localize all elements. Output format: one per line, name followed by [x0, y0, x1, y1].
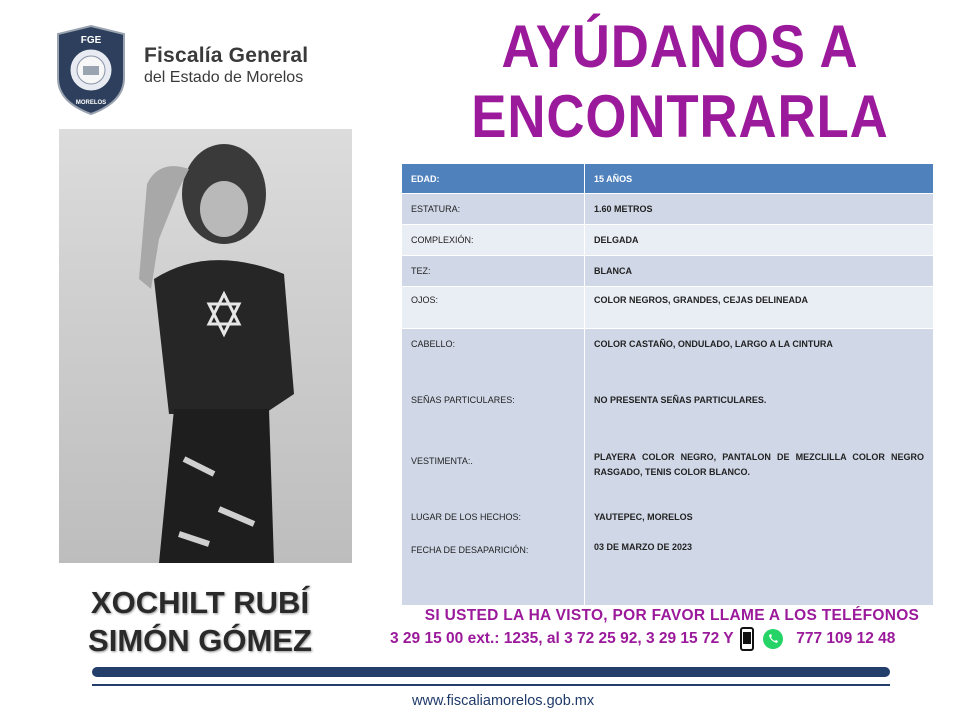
label-lugar: LUGAR DE LOS HECHOS: [411, 512, 522, 522]
org-name-line2: del Estado de Morelos [144, 69, 304, 86]
headline [469, 12, 891, 152]
label-tez: TEZ: [402, 256, 585, 287]
headline-line2: ENCONTRARLA [471, 83, 889, 150]
value-estatura: 1.60 METROS [585, 194, 934, 225]
label-fecha: FECHA DE DESAPARICIÓN: [411, 545, 529, 555]
value-fecha: 03 DE MARZO DE 2023 [594, 542, 693, 552]
value-edad: 15 AÑOS [585, 164, 934, 194]
table-row-ojos [402, 287, 934, 329]
fge-badge-icon [54, 24, 128, 116]
person-photo [59, 129, 352, 563]
label-ojos: OJOS: [402, 287, 585, 329]
label-senas: SEÑAS PARTICULARES: [411, 395, 515, 405]
table-row-edad [402, 164, 934, 194]
label-estatura: ESTATURA: [402, 194, 585, 225]
labels-column [402, 329, 585, 606]
value-cabello: COLOR CASTAÑO, ONDULADO, LARGO A LA CINTURA [594, 339, 833, 349]
value-ojos: COLOR NEGROS, GRANDES, CEJAS DELINEADA [585, 287, 934, 329]
person-name [60, 584, 340, 660]
contact-phones [390, 627, 950, 651]
label-cabello: CABELLO: [411, 339, 456, 349]
phone-numbers: 3 29 15 00 ext.: 1235, al 3 72 25 92, 3 29 15 72 Y [390, 630, 734, 648]
badge-top-text: FGE [80, 35, 102, 46]
label-complexion: COMPLEXIÓN: [402, 225, 585, 256]
badge-bottom-text: MORELOS [75, 100, 107, 106]
value-complexion: DELGADA [585, 225, 934, 256]
value-senas: NO PRESENTA SEÑAS PARTICULARES. [594, 395, 767, 405]
website-link[interactable]: www.fiscaliamorelos.gob.mx [412, 693, 595, 709]
phone-icon [740, 627, 754, 651]
value-lugar: YAUTEPEC, MORELOS [594, 512, 693, 522]
person-name-line2: SIMÓN GÓMEZ [88, 623, 312, 658]
table-row-details [402, 329, 934, 606]
value-tez: BLANCA [585, 256, 934, 287]
table-row-tez [402, 256, 934, 287]
values-column [585, 329, 934, 606]
footer-bar [92, 667, 890, 677]
label-edad: EDAD: [402, 164, 585, 194]
person-name-line1: XOCHILT RUBÍ [90, 585, 310, 620]
whatsapp-icon [762, 628, 784, 650]
org-name-line1: Fiscalía General [144, 44, 309, 67]
whatsapp-number: 777 109 12 48 [796, 630, 896, 648]
details-table [401, 163, 934, 606]
label-vestimenta: VESTIMENTA:. [411, 456, 473, 466]
value-vestimenta: PLAYERA COLOR NEGRO, PANTALON DE MEZCLILLA COLOR NEGRO RASGADO, TENIS COLOR BLANCO. [594, 452, 924, 477]
person-silhouette [59, 129, 352, 563]
organization-name [144, 44, 308, 87]
contact-message: SI USTED LA HA VISTO, POR FAVOR LLAME A LOS TELÉFONOS [424, 607, 920, 624]
footer-divider [92, 684, 890, 686]
table-row-complexion [402, 225, 934, 256]
table-row-estatura [402, 194, 934, 225]
headline-line1: AYÚDANOS A [501, 13, 859, 80]
